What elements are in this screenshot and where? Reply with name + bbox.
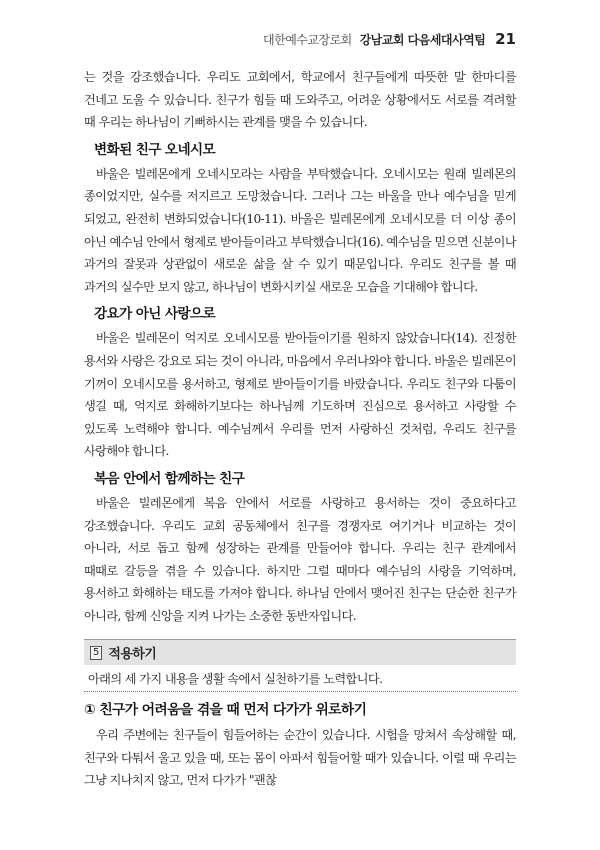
- header-subtitle: 대한예수교장로회: [263, 33, 352, 47]
- point-body-1: 우리 주변에는 친구들이 힘들어하는 순간이 있습니다. 시험을 망쳐서 속상해할 때, 친구와 다퉈서 울고 있을 때, 또는 몸이 아파서 힘들어할 때가 있습니다. 이럴 때 우리는 그냥 지나치지 않고, 먼저 다가가 "괜찮: [84, 728, 516, 788]
- apply-intro: 아래의 세 가지 내용을 생활 속에서 실천하기를 노력합니다.: [84, 665, 516, 692]
- page-header: [263, 30, 516, 48]
- section-heading-onesimus: 변화된 친구 오네시모: [94, 141, 216, 158]
- point-heading-1: [84, 698, 516, 722]
- page-content: [84, 66, 516, 792]
- section-body-onesimus: 바울은 빌레몬에게 오네시모라는 사람을 부탁했습니다. 오네시모는 원래 빌레몬의 종이었지만, 실수를 저지르고 도망쳤습니다. 그러나 그는 바울을 만나 예수님을 믿게 되었고, 완전히 변화되었습니다(10-11). 바울은 빌레몬에게 오네시모를 더 이상 종이 아닌 예수님 안에서 형제로 받아들이라고 부탁했습니다(16). 예수님을 믿으면 신분이나 과거의 잘못과 상관없이 새로운 삶을 살 수 있기 때문입니다. 우리도 친구를 볼 때 과거의 실수만 보지 않고, 하나님이 변화시키실 새로운 모습을 기대해야 합니다.: [84, 166, 516, 294]
- section-body-love: 바울은 빌레몬이 억지로 오네시모를 받아들이기를 원하지 않았습니다(14). 진정한 용서와 사랑은 강요로 되는 것이 아니라, 마음에서 우러나와야 합니다. 바울은 빌레몬이 기꺼이 오네시모를 용서하고, 형제로 받아들이기를 바랐습니다. 우리도 친구와 다툼이 생길 때, 억지로 화해하기보다는 하나님께 기도하며 진심으로 용서하고 사랑할 수 있도록 노력해야 합니다. 예수님께서 우리를 먼저 사랑하신 것처럼, 우리도 친구를 사랑해야 합니다.: [84, 331, 516, 459]
- apply-section-bar: [84, 639, 516, 665]
- section-heading-gospel-friend: 복음 안에서 함께하는 친구: [94, 470, 245, 487]
- point-title-1: 친구가 어려움을 겪을 때 먼저 다가가 위로하기: [99, 702, 367, 719]
- intro-paragraph: 는 것을 강조했습니다. 우리도 교회에서, 학교에서 친구들에게 따뜻한 말 한마디를 건네고 도울 수 있습니다. 친구가 힘들 때 도와주고, 어려운 상황에서도 서로를 격려할 때 우리는 하나님이 기뻐하시는 관계를 맺을 수 있습니다.: [84, 70, 516, 130]
- section-body-gospel-friend: 바울은 빌레몬에게 복음 안에서 서로를 사랑하고 용서하는 것이 중요하다고 강조했습니다. 우리도 교회 공동체에서 친구를 경쟁자로 여기거나 비교하는 것이 아니라, 서로 돕고 함께 성장하는 관계를 만들어야 합니다. 우리는 친구 관계에서 때때로 갈등을 겪을 수 있습니다. 하지만 그럴 때마다 예수님의 사랑을 기억하며, 용서하고 화해하는 태도를 가져야 합니다. 하나님 안에서 맺어진 친구는 단순한 친구가 아니라, 함께 신앙을 지켜 나가는 소중한 동반자입니다.: [84, 495, 516, 623]
- apply-title: 적용하기: [108, 647, 157, 663]
- section-heading-love: 강요가 아닌 사랑으로: [94, 306, 216, 323]
- page-number: 21: [495, 30, 516, 48]
- point-marker-1: ①: [84, 702, 96, 719]
- header-org: 강남교회 다음세대사역팀: [359, 33, 486, 47]
- apply-number-box: 5: [90, 646, 102, 660]
